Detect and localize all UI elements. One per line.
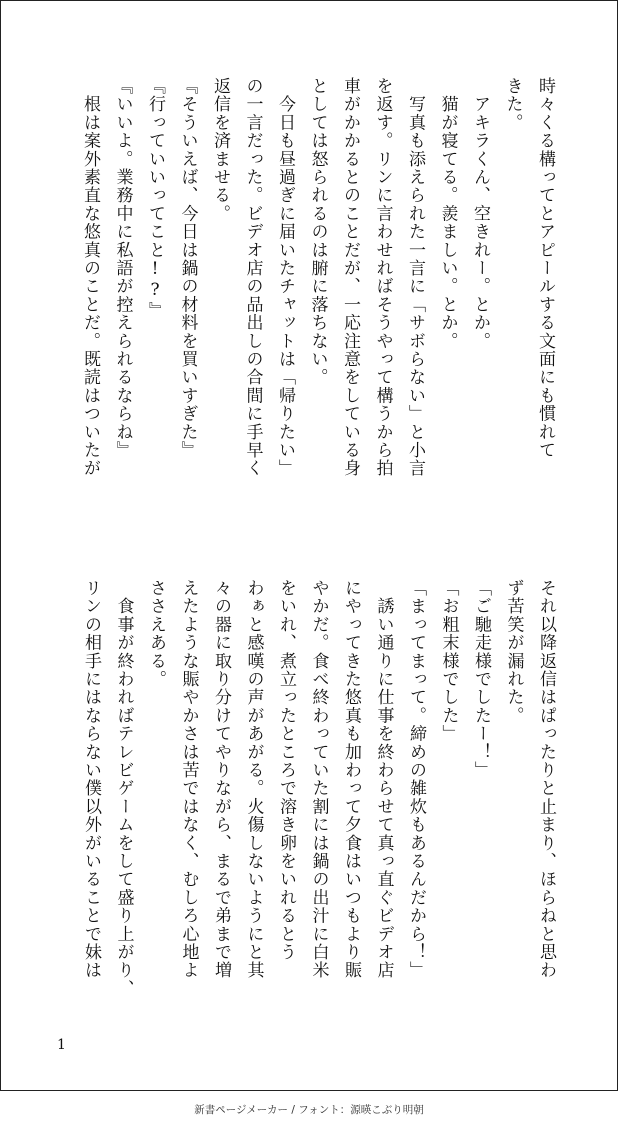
text-line: 食事が終わればテレビゲームをして盛り上がり、	[113, 579, 134, 998]
text-line: ささえある。	[146, 579, 166, 689]
text-line: としては怒られるのは腑に落ちない。	[307, 77, 328, 387]
text-line: の一言だった。ビデオ店の品出しの合間に手早く	[242, 77, 263, 478]
text-line: 写真も添えられた一言に「サボらない」と小言	[405, 77, 425, 478]
text-line: 車がかかるとのことだが、一応注意をしている身	[340, 77, 360, 478]
text-line: 々の器に取り分けてやりながら、まるで弟まで増	[211, 579, 231, 980]
text-line: 「お粗末様でした」	[438, 579, 459, 743]
text-line: 「まってまって。締めの雑炊もあるんだから！」	[406, 579, 426, 980]
text-line: 猫が寝てる。羨ましい。とか。	[437, 77, 458, 350]
text-line: わぁと感嘆の声があがる。火傷しないようにと其	[243, 579, 264, 980]
text-line: 誘い通りに仕事を終わらせて真っ直ぐビデオ店	[373, 579, 394, 980]
text-line: 「ご馳走様でしたー！」	[471, 579, 491, 780]
text-line: をいれ、煮立ったところで溶き卵をいれるとう	[276, 579, 296, 962]
text-line: やかだ。食べ終わっていた割には鍋の出汁に白米	[308, 579, 329, 980]
text-line: ず苦笑が漏れた。	[503, 579, 524, 725]
text-line: それ以降返信はぱったりと止まり、ほらねと思わ	[536, 579, 556, 980]
text-line: 今日も昼過ぎに届いたチャットは「帰りたい」	[275, 77, 295, 478]
text-line: 『行っていいってこと!?』	[145, 77, 165, 320]
text-line: 『いいよ。業務中に私語が控えられるならね』	[112, 77, 133, 460]
text-line: を返す。リンに言わせればそうやって構うから拍	[372, 77, 393, 478]
text-line: リンの相手にはならない僕以外がいることで妹は	[81, 579, 101, 980]
text-line: 返信を済ませる。	[210, 77, 230, 223]
text-line: 『そういえば、今日は鍋の材料を買いすぎた』	[177, 77, 198, 460]
lower-text-block	[75, 579, 563, 1019]
text-line: 根は案外素直な悠真のことだ。既読はついたが	[80, 77, 100, 478]
footer-credit: 新書ページメーカー / フォント：源暎こぶり明朝	[194, 1104, 424, 1116]
text-line: アキラくん、空きれー。とか。	[470, 77, 490, 350]
text-line: にやってきた悠真も加わって夕食はいつもより賑	[341, 579, 361, 980]
upper-text-block	[74, 77, 562, 527]
page-number: 1	[57, 1037, 66, 1053]
text-line: きた。	[502, 77, 523, 132]
text-line: 時々くる構ってとアピールする文面にも慣れて	[535, 77, 555, 460]
text-line: えたような賑やかさは苦ではなく、むしろ心地よ	[178, 579, 199, 980]
